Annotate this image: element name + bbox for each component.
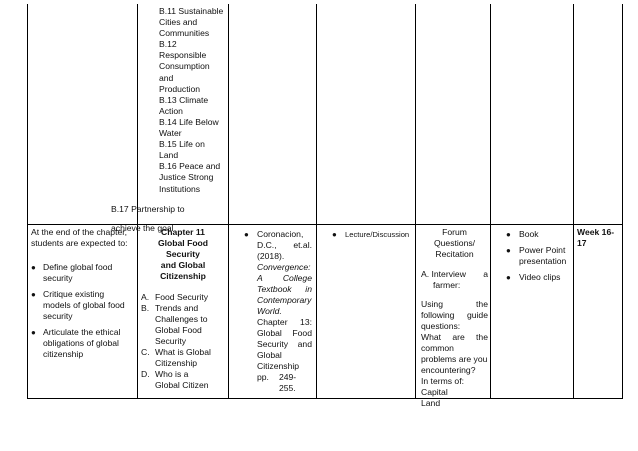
bullet-icon: ● [506, 246, 511, 255]
goal-line: Production [159, 83, 201, 94]
table-left-border [27, 4, 28, 399]
teaching-method-cell: ● Lecture/Discussion [332, 230, 410, 239]
outcomes-intro: At the end of the chapter, students are expected to: [31, 227, 128, 248]
resource-item: ● Book [506, 229, 539, 239]
resource-item: ● Power Point presentation [506, 245, 567, 266]
sdg-goal-list [159, 6, 225, 195]
goal-line: Institutions [159, 183, 201, 194]
bullet-icon: ● [31, 290, 36, 299]
goal-line: B.12 [159, 39, 177, 50]
resources-cell [506, 229, 576, 288]
outcome-item: ● Critique existing models of global food security [31, 289, 125, 321]
bullet-icon: ● [31, 263, 36, 272]
table-bottom-border [27, 398, 623, 399]
references-cell: ● Coronacion, D.C., et.al. (2018). Convergence: A College Textbook in Contemporary World. Chapter 13: Global Food Security and Global Citizenship pp. 249-255. [244, 229, 312, 393]
topic-item: D. Who is a Global Citizen [141, 369, 209, 390]
goal-line: B.14 Life Below [159, 116, 219, 127]
topic-item: A. Food Security [141, 292, 209, 302]
table-right-border [622, 4, 623, 399]
goal-line: Justice Strong [159, 172, 214, 183]
column-divider [228, 4, 229, 399]
course-content-cell [141, 227, 225, 391]
outcome-item: ● Articulate the ethical obligations of global citizenship [31, 327, 121, 359]
column-divider [573, 4, 574, 399]
column-divider [415, 4, 416, 399]
last-goal-line: achieve the goal [111, 223, 174, 234]
resource-item: ● Video clips [506, 272, 561, 282]
goal-line: B.11 Sustainable [159, 6, 224, 16]
topic-item: B. Trends and Challenges to Global Food Security [141, 303, 208, 346]
goal-line: Consumption [159, 61, 210, 72]
goal-line: Responsible [159, 50, 207, 61]
goal-line: B.15 Life on [159, 139, 205, 150]
week-label: Week 16-17 [577, 227, 615, 248]
goal-line: B.13 Climate [159, 94, 209, 105]
goal-line: Action [159, 105, 183, 116]
goal-line: Communities [159, 28, 210, 39]
goal-line: Water [159, 128, 182, 139]
chapter-title: Chapter 11 Global Food Security and Global Citizenship [157, 227, 209, 281]
last-goal-line: B.17 Partnership to [111, 203, 185, 214]
goal-line: Cities and [159, 17, 198, 28]
bullet-icon: ● [332, 230, 337, 239]
bullet-icon: ● [506, 273, 511, 282]
outcome-item: ● Define global food security [31, 262, 113, 283]
topic-list [141, 292, 225, 391]
topic-item: C. What is Global Citizenship [141, 347, 211, 368]
bullet-icon: ● [506, 230, 511, 239]
goal-line: Land [159, 150, 179, 161]
goal-line: and [159, 72, 174, 83]
assessment-cell: Forum Questions/ Recitation A. Interview a farmer: Using the following guide questions: What are the common problems are you encountering? In terms of: Capital Land [421, 227, 488, 408]
learning-outcomes-cell [31, 227, 133, 365]
bullet-icon: ● [31, 328, 36, 337]
time-frame-cell [577, 227, 623, 249]
column-divider [316, 4, 317, 399]
bullet-icon: ● [244, 230, 249, 239]
goal-line: B.16 Peace and [159, 161, 221, 172]
column-divider [490, 4, 491, 399]
